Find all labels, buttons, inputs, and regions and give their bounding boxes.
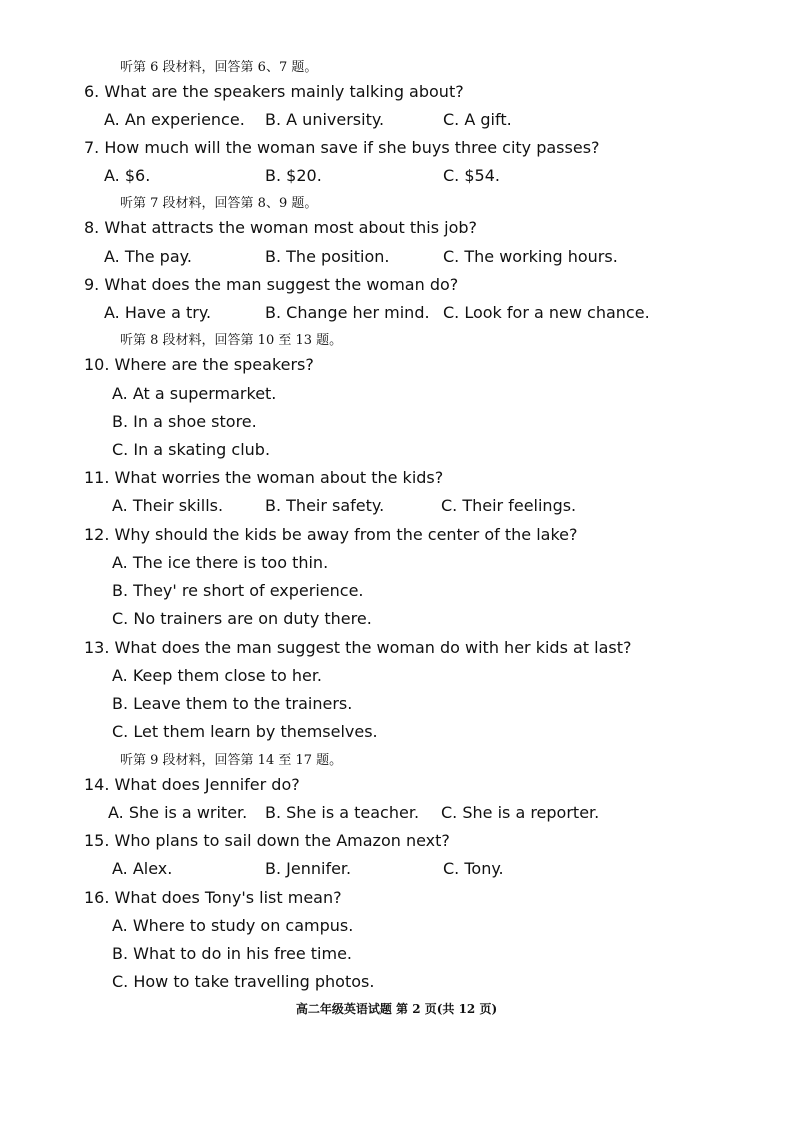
question-stem: 14. What does Jennifer do? [84, 775, 300, 794]
option-c: C. Let them learn by themselves. [112, 722, 378, 741]
option-c: C. She is a reporter. [441, 803, 600, 822]
question-stem: 6. What are the speakers mainly talking about? [84, 82, 464, 101]
option-a: A. The ice there is too thin. [112, 553, 329, 572]
question-stem: 16. What does Tony's list mean? [84, 888, 342, 907]
option-b: B. They' re short of experience. [112, 581, 364, 600]
section-instruction: 听第 7 段材料，回答第 8、9 题。 [120, 196, 318, 211]
option-a: A. $6. [104, 166, 151, 185]
option-b: B. $20. [265, 166, 322, 185]
option-c: C. In a skating club. [112, 440, 271, 459]
option-a: A. At a supermarket. [112, 384, 277, 403]
option-b: B. What to do in his free time. [112, 944, 352, 963]
section-instruction: 听第 9 段材料，回答第 14 至 17 题。 [120, 753, 343, 768]
option-c: C. The working hours. [443, 247, 618, 266]
option-c: C. $54. [443, 166, 500, 185]
option-b: B. She is a teacher. [265, 803, 420, 822]
option-c: C. Look for a new chance. [443, 303, 650, 322]
question-stem: 15. Who plans to sail down the Amazon next? [84, 831, 450, 850]
question-stem: 10. Where are the speakers? [84, 355, 314, 374]
option-a: A. An experience. [104, 110, 245, 129]
question-stem: 7. How much will the woman save if she buys three city passes? [84, 138, 600, 157]
section-instruction: 听第 6 段材料，回答第 6、7 题。 [120, 60, 318, 75]
option-a: A. Have a try. [104, 303, 212, 322]
option-a: A. Their skills. [112, 496, 224, 515]
option-c: C. No trainers are on duty there. [112, 609, 372, 628]
option-a: A. Alex. [112, 859, 173, 878]
option-b: B. Change her mind. [265, 303, 430, 322]
section-instruction: 听第 8 段材料，回答第 10 至 13 题。 [120, 333, 343, 348]
question-stem: 9. What does the man suggest the woman do? [84, 275, 459, 294]
option-c: C. How to take travelling photos. [112, 972, 375, 991]
question-stem: 12. Why should the kids be away from the center of the lake? [84, 525, 578, 544]
option-b: B. Their safety. [265, 496, 385, 515]
option-b: B. The position. [265, 247, 390, 266]
option-a: A. Keep them close to her. [112, 666, 323, 685]
page-footer: 高二年级英语试题 第 2 页(共 12 页) [295, 1002, 498, 1016]
option-c: C. Tony. [443, 859, 504, 878]
option-b: B. Leave them to the trainers. [112, 694, 353, 713]
option-a: A. She is a writer. [108, 803, 248, 822]
option-c: C. Their feelings. [441, 496, 577, 515]
question-stem: 11. What worries the woman about the kids? [84, 468, 444, 487]
option-b: B. A university. [265, 110, 385, 129]
option-a: A. The pay. [104, 247, 192, 266]
option-b: B. In a shoe store. [112, 412, 257, 431]
question-stem: 8. What attracts the woman most about this job? [84, 218, 478, 237]
option-b: B. Jennifer. [265, 859, 352, 878]
option-c: C. A gift. [443, 110, 512, 129]
option-a: A. Where to study on campus. [112, 916, 354, 935]
question-stem: 13. What does the man suggest the woman do with her kids at last? [84, 638, 632, 657]
